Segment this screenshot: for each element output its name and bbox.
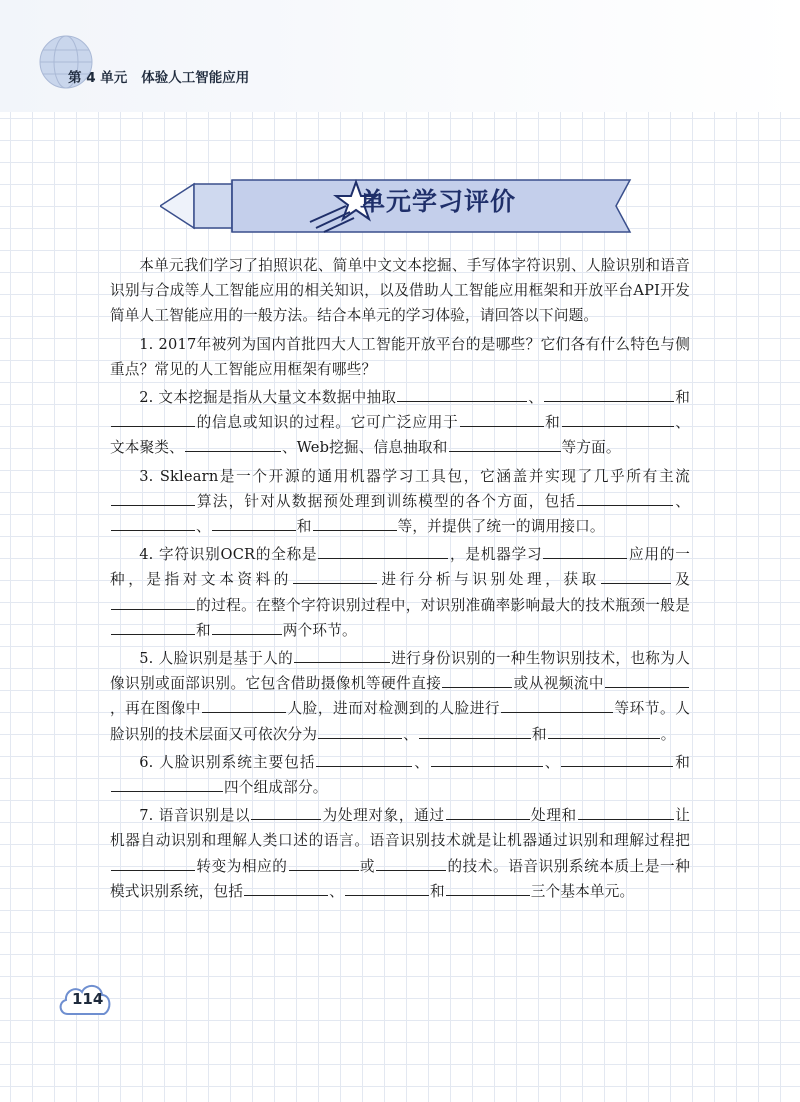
answer-blank[interactable]	[561, 752, 673, 767]
answer-blank[interactable]	[446, 881, 530, 896]
answer-blank[interactable]	[111, 856, 195, 871]
content-body	[110, 253, 690, 904]
answer-blank[interactable]	[446, 805, 530, 820]
answer-blank[interactable]	[111, 516, 195, 531]
question-3: 3. Sklearn是一个开源的通用机器学习工具包，它涵盖并实现了几乎所有主流算法，针对从数据预处理到训练模型的各个方面，包括 、、 和 等，并提供了统一的调用接口。	[110, 464, 690, 540]
answer-blank[interactable]	[202, 698, 286, 713]
answer-blank[interactable]	[251, 805, 321, 820]
answer-blank[interactable]	[601, 569, 671, 584]
answer-blank[interactable]	[345, 881, 429, 896]
unit-title: 体验人工智能应用	[141, 70, 250, 86]
answer-blank[interactable]	[578, 805, 674, 820]
question-4: 4. 字符识别OCR的全称是 ，是机器学习 应用的一种，是指对文本资料的 进行分析与识别处理，获取 及的过程。在整个字符识别过程中，对识别准确率影响最大的技术瓶颈一般是和 两个环节。	[110, 546, 691, 639]
answer-blank[interactable]	[501, 698, 613, 713]
answer-blank[interactable]	[431, 752, 543, 767]
question-7: 7. 语音识别是以 为处理对象，通过 处理和 让机器自动识别和理解人类口述的语言。语音识别技术就是让机器通过识别和理解过程把转变为相应的 或 的技术。语音识别系统本质上是一种模式识别系统，包括 、 和 三个基本单元。	[110, 807, 691, 900]
answer-blank[interactable]	[460, 412, 544, 427]
question-1: 1. 2017年被列为国内首批四大人工智能开放平台的是哪些？它们各有什么特色与侧重点？常见的人工智能应用框架有哪些？	[110, 335, 690, 378]
answer-blank[interactable]	[212, 516, 296, 531]
answer-blank[interactable]	[111, 620, 195, 635]
answer-blank[interactable]	[562, 412, 674, 427]
unit-number: 第 4 单元	[68, 70, 128, 86]
intro-paragraph: 本单元我们学习了拍照识花、简单中文文本挖掘、手写体字符识别、人脸识别和语音识别与合成等人工智能应用的相关知识，以及借助人工智能应用框架和开放平台API开发简单人工智能应用的一般方法。结合本单元的学习体验，请回答以下问题。	[110, 257, 690, 325]
answer-blank[interactable]	[293, 569, 377, 584]
answer-blank[interactable]	[397, 387, 527, 402]
answer-blank[interactable]	[577, 491, 673, 506]
answer-blank[interactable]	[376, 856, 446, 871]
answer-blank[interactable]	[289, 856, 359, 871]
answer-blank[interactable]	[548, 724, 660, 739]
answer-blank[interactable]	[212, 620, 282, 635]
section-title: 单元学习评价	[360, 187, 517, 216]
unit-header	[68, 66, 249, 86]
question-5: 5. 人脸识别是基于人的 进行身份识别的一种生物识别技术，也称为人像识别或面部识别。它包含借助摄像机等硬件直接 或从视频流中，再在图像中 人脸，进而对检测到的人脸进行 等环节。人脸识别的技术层面又可依次分为 、 和 。	[110, 650, 690, 743]
answer-blank[interactable]	[318, 544, 448, 559]
answer-blank[interactable]	[543, 544, 627, 559]
answer-blank[interactable]	[313, 516, 397, 531]
answer-blank[interactable]	[111, 412, 195, 427]
answer-blank[interactable]	[419, 724, 531, 739]
answer-blank[interactable]	[244, 881, 328, 896]
question-2: 2. 文本挖掘是指从大量文本数据中抽取 、 和的信息或知识的过程。它可广泛应用于 和 、文本聚类、 、Web挖掘、信息抽取和 等方面。	[110, 389, 691, 457]
answer-blank[interactable]	[544, 387, 674, 402]
answer-blank[interactable]	[111, 491, 195, 506]
question-6: 6. 人脸识别系统主要包括 、 、 和四个组成部分。	[110, 750, 690, 800]
header-band	[0, 0, 800, 112]
answer-blank[interactable]	[185, 437, 281, 452]
answer-blank[interactable]	[294, 648, 390, 663]
answer-blank[interactable]	[449, 437, 561, 452]
answer-blank[interactable]	[111, 595, 195, 610]
answer-blank[interactable]	[316, 752, 412, 767]
answer-blank[interactable]	[318, 724, 402, 739]
page-number: 114	[72, 990, 104, 1008]
answer-blank[interactable]	[442, 673, 512, 688]
answer-blank[interactable]	[605, 673, 689, 688]
answer-blank[interactable]	[111, 777, 223, 792]
